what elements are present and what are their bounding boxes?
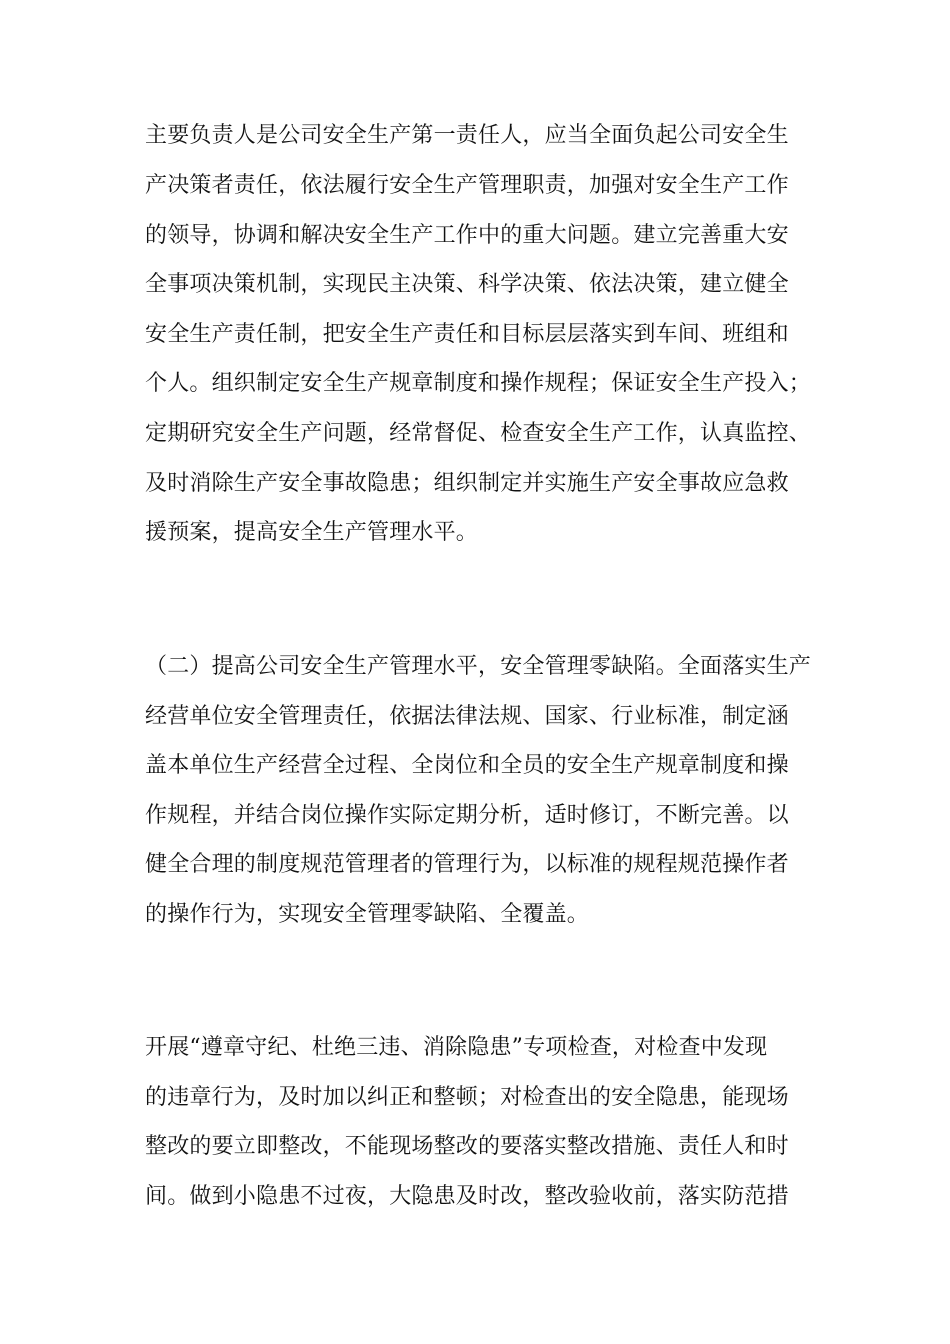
text-line: 个人。组织制定安全生产规章制度和操作规程；保证安全生产投入； [145,371,812,396]
text-line: 健全合理的制度规范管理者的管理行为，以标准的规程规范操作者 [145,852,789,877]
text-line: 整改的要立即整改，不能现场整改的要落实整改措施、责任人和时 [145,1134,789,1159]
text-line: 开展“遵章守纪、杜绝三违、消除隐患”专项检查，对检查中发现 [145,1035,768,1060]
text-line: 安全生产责任制，把安全生产责任和目标层层落实到车间、班组和 [145,322,789,347]
text-line: 产决策者责任，依法履行安全生产管理职责，加强对安全生产工作 [145,173,789,198]
text-line: 间。做到小隐患不过夜，大隐患及时改，整改验收前，落实防范措 [145,1184,789,1209]
text-line: 盖本单位生产经营全过程、全岗位和全员的安全生产规章制度和操 [145,753,789,778]
text-line: 定期研究安全生产问题，经常督促、检查安全生产工作，认真监控、 [145,421,812,446]
text-line: （二）提高公司安全生产管理水平，安全管理零缺陷。全面落实生产 [145,654,812,679]
text-line: 及时消除生产安全事故隐患；组织制定并实施生产安全事故应急救 [145,471,789,496]
text-line: 主要负责人是公司安全生产第一责任人，应当全面负起公司安全生 [145,123,789,148]
text-line: 的领导，协调和解决安全生产工作中的重大问题。建立完善重大安 [145,223,789,248]
text-line: 援预案，提高安全生产管理水平。 [145,520,479,545]
text-line: 作规程，并结合岗位操作实际定期分析，适时修订，不断完善。以 [145,803,789,828]
text-line: 全事项决策机制，实现民主决策、科学决策、依法决策，建立健全 [145,272,789,297]
text-line: 的违章行为，及时加以纠正和整顿；对检查出的安全隐患，能现场 [145,1085,789,1110]
text-line: 的操作行为，实现安全管理零缺陷、全覆盖。 [145,902,590,927]
text-line: 经营单位安全管理责任，依据法律法规、国家、行业标准，制定涵 [145,704,789,729]
